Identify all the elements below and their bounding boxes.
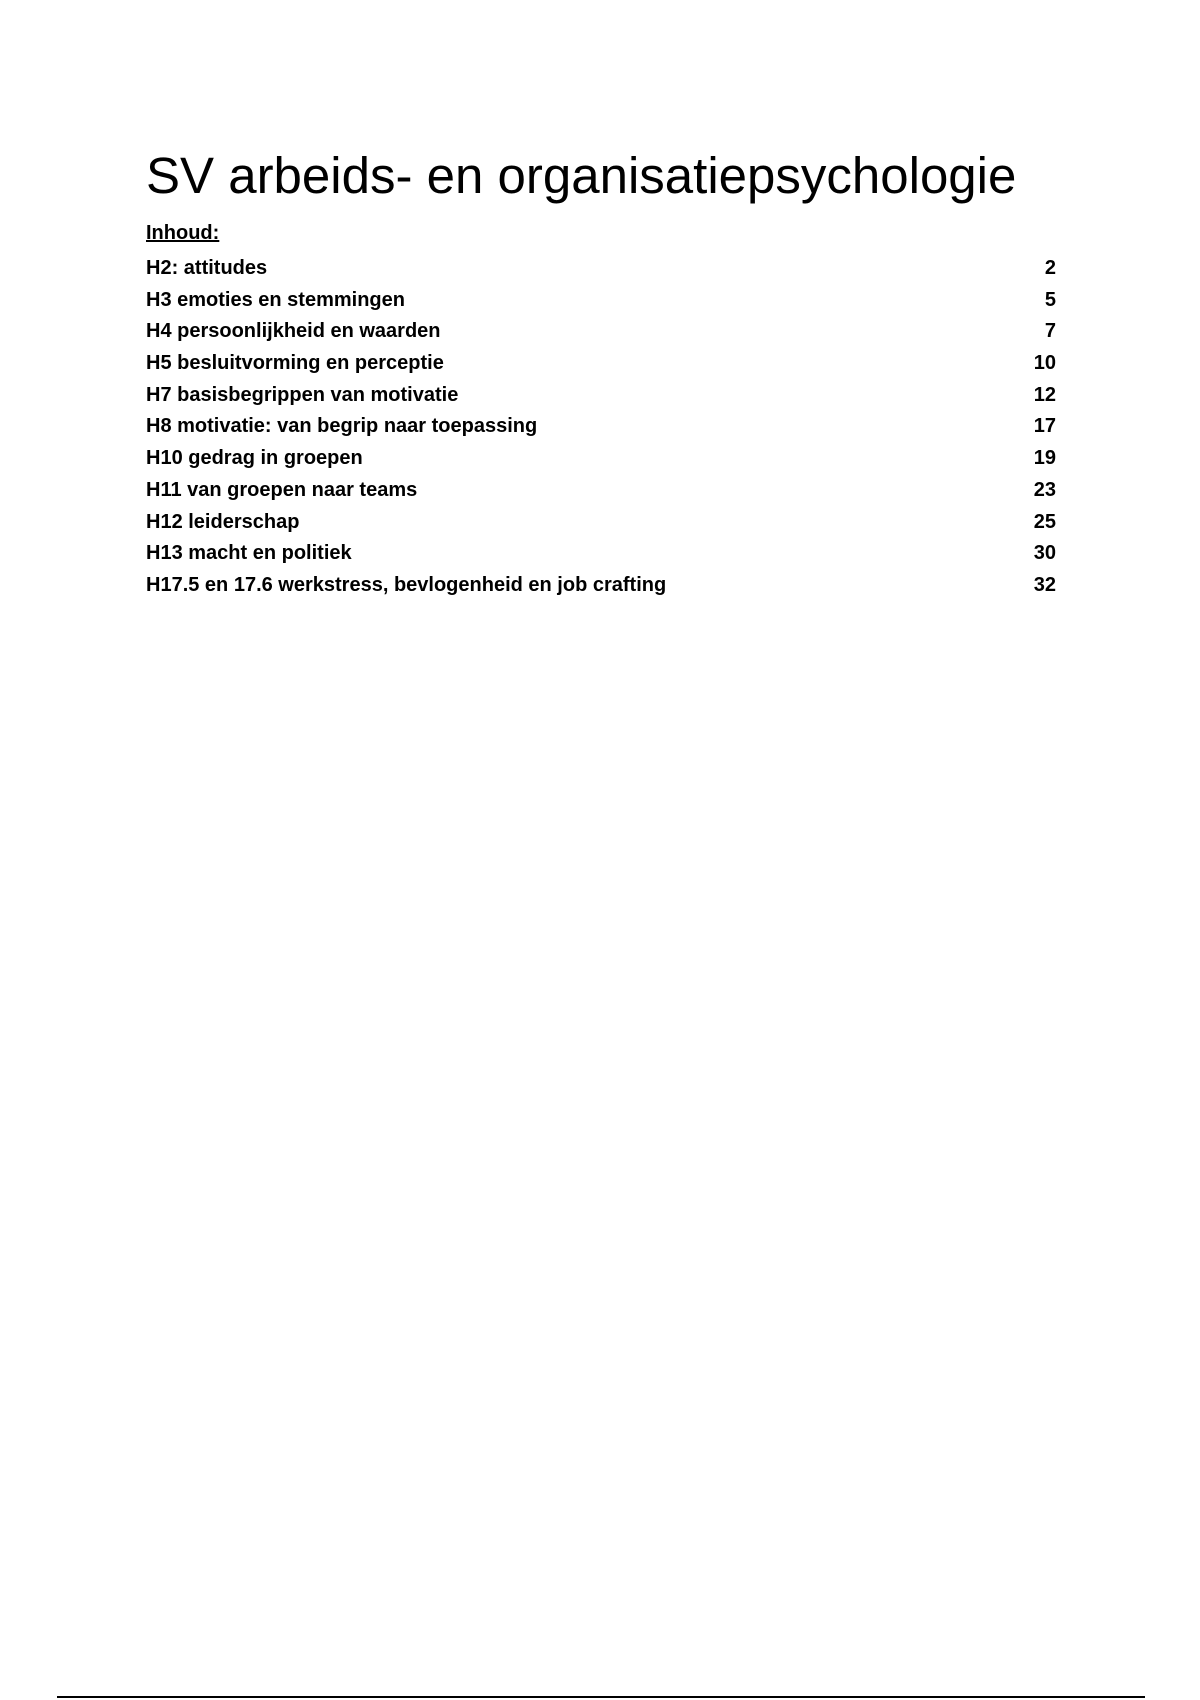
page-title: SV arbeids- en organisatiepsychologie bbox=[146, 147, 1017, 204]
toc-entry-page: 7 bbox=[1044, 320, 1056, 343]
toc-entry-page: 17 bbox=[1033, 415, 1056, 438]
toc-entry-page: 32 bbox=[1033, 573, 1056, 596]
toc-entry-page: 30 bbox=[1033, 542, 1056, 565]
toc-entry-label: H3 emoties en stemmingen bbox=[146, 288, 405, 311]
toc-entry-page: 19 bbox=[1033, 447, 1056, 470]
toc-entry-label: H10 gedrag in groepen bbox=[146, 447, 363, 470]
toc-entry-label: H8 motivatie: van begrip naar toepassing bbox=[146, 415, 538, 438]
toc-entry-label: H13 macht en politiek bbox=[146, 542, 352, 565]
footer-divider bbox=[57, 1696, 1145, 1698]
toc-entry bbox=[146, 573, 1056, 605]
table-of-contents bbox=[146, 256, 1056, 605]
toc-entry bbox=[146, 510, 1056, 542]
toc-entry-page: 25 bbox=[1033, 510, 1056, 533]
toc-entry-label: H5 besluitvorming en perceptie bbox=[146, 352, 444, 375]
toc-entry-page: 2 bbox=[1044, 257, 1056, 279]
toc-entry bbox=[146, 414, 1056, 446]
toc-entry-page: 5 bbox=[1044, 288, 1056, 311]
toc-entry bbox=[146, 541, 1056, 573]
toc-entry bbox=[146, 256, 1056, 288]
toc-entry bbox=[146, 288, 1056, 320]
toc-entry-label: H2: attitudes bbox=[146, 257, 268, 279]
toc-entry-label: H7 basisbegrippen van motivatie bbox=[146, 383, 459, 406]
toc-heading: Inhoud: bbox=[146, 222, 220, 244]
toc-entry-label: H11 van groepen naar teams bbox=[146, 478, 418, 501]
toc-entry-page: 23 bbox=[1033, 478, 1056, 501]
toc-entry-label: H12 leiderschap bbox=[146, 510, 300, 533]
toc-entry-label: H17.5 en 17.6 werkstress, bevlogenheid en job crafting bbox=[146, 573, 667, 596]
toc-entry bbox=[146, 319, 1056, 351]
toc-entry-page: 10 bbox=[1033, 352, 1056, 375]
toc-entry bbox=[146, 351, 1056, 383]
toc-entry bbox=[146, 446, 1056, 478]
toc-entry bbox=[146, 478, 1056, 510]
toc-entry-page: 12 bbox=[1033, 383, 1056, 406]
toc-entry bbox=[146, 383, 1056, 415]
toc-entry-label: H4 persoonlijkheid en waarden bbox=[146, 320, 441, 343]
